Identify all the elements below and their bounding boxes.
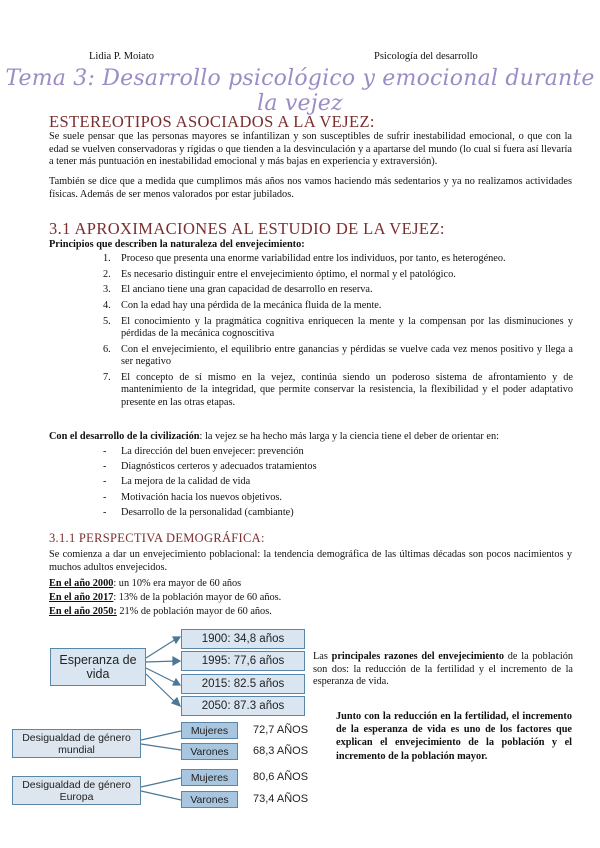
stat-label: En el año 2017 xyxy=(49,592,114,603)
side-paragraph-2: Junto con la reducción en la fertilidad, el incremento de la esperanza de vida es uno de los factores que explican el envejecimiento de la población y el incremento de la población mayor. xyxy=(336,711,572,762)
connector-line xyxy=(146,639,176,658)
dash-bullet: - xyxy=(103,446,107,457)
world-gender-box: Desigualdad de género mundial xyxy=(12,729,141,758)
year-box: 1995: 77,6 años xyxy=(181,651,305,671)
life-expectancy-box: Esperanza de vida xyxy=(50,648,146,686)
page-title: Tema 3: Desarrollo psicológico y emocional durante la vejez xyxy=(5,66,595,116)
demographic-intro: Se comienza a dar un envejecimiento poblacional: la tendencia demográfica de las últimas décadas son pocos nacimientos y muchos adultos envejecidos. xyxy=(49,549,572,573)
list-item-text: Motivación hacia los nuevos objetivos. xyxy=(121,491,283,503)
list-number: 6. xyxy=(103,343,111,355)
stat-text: : 13% de la población mayor de 60 años. xyxy=(113,592,282,603)
connector-line xyxy=(141,778,181,787)
list-item-text: Proceso que presenta una enorme variabilidad entre los individuos, por tanto, es heterogéneo. xyxy=(121,253,506,264)
list-item-text: Con el envejecimiento, el equilibrio entre ganancias y pérdidas se vuelve cada vez menos positivo y llega a ser negativo xyxy=(121,343,573,368)
list-number: 1. xyxy=(103,253,111,264)
stat-text: : un 10% era mayor de 60 años xyxy=(113,578,242,589)
stat-label: En el año 2050: xyxy=(49,606,117,617)
dash-bullet: - xyxy=(103,491,107,503)
world-women-value: 72,7 AÑOS xyxy=(253,724,309,736)
side-bold: principales razones del envejecimiento xyxy=(331,651,505,662)
year-box: 1900: 34,8 años xyxy=(181,629,305,649)
europe-women-value: 80,6 AÑOS xyxy=(253,771,309,783)
header-author: Lidia P. Moiato xyxy=(89,51,155,62)
connector-line xyxy=(141,744,181,750)
side-post: de la población son dos: la reducción de la fertilidad y el incremento de la esperanza de vida. xyxy=(313,651,573,688)
arrow-head xyxy=(173,637,180,643)
dash-bullet: - xyxy=(103,461,107,473)
world-women-box: Mujeres xyxy=(181,722,238,739)
section-heading-stereotypes: ESTEREOTIPOS ASOCIADOS A LA VEJEZ: xyxy=(49,112,375,131)
dash-bullet: - xyxy=(103,476,107,488)
stat-text: 21% de población mayor de 60 años. xyxy=(116,606,272,617)
arrow-head xyxy=(173,679,180,685)
stereotypes-paragraph-2: También se dice que a medida que cumplimos más años nos vamos haciendo más sedentarios y ya no realizamos actividades físicas. Además de ser menos valorados por estar jubilados. xyxy=(49,176,572,200)
europe-women-box: Mujeres xyxy=(181,769,238,786)
civilization-rest: : la vejez se ha hecho más larga y la ciencia tiene el deber de orientar en: xyxy=(199,431,499,442)
europe-men-box: Varones xyxy=(181,791,238,808)
arrow-head xyxy=(173,657,180,665)
list-number: 5. xyxy=(103,315,111,327)
side-paragraph-1 xyxy=(313,651,573,689)
stereotypes-paragraph-1: Se suele pensar que las personas mayores se infantilizan y son susceptibles de sufrir inestabilidad emocional, o que con la edad se vuelven conservadoras y rígidas o que tienden a la desvinculación y a apartarse del mundo (lo cual si fuera así llevaría a tener más puntuación en inestabilidad emocional y más bajas en experiencia y extraversión). xyxy=(49,131,572,168)
header-subject: Psicología del desarrollo xyxy=(374,51,478,62)
list-number: 2. xyxy=(103,268,111,280)
list-item-text: El conocimiento y la pragmática cognitiva enriquecen la mente y la compensan por las disminuciones y pérdidas de la mecánica cognoscitiva xyxy=(121,315,573,340)
stat-label: En el año 2000 xyxy=(49,578,114,589)
connector-line xyxy=(141,791,181,800)
list-item-text: Diagnósticos certeros y adecuados tratamientos xyxy=(121,461,317,473)
connector-line xyxy=(146,668,176,683)
list-item-text: El concepto de sí mismo en la vejez, continúa siendo un poderoso sistema de afrontamiento y de mantenimiento de la integridad, que permite conservar la resistencia, la flexibilidad y el poder adaptativo presente en las otras etapas. xyxy=(121,372,573,408)
civilization-bold: Con el desarrollo de la civilización xyxy=(49,431,200,442)
connector-line xyxy=(141,731,181,740)
list-item-text: Desarrollo de la personalidad (cambiante) xyxy=(121,506,294,518)
list-number: 3. xyxy=(103,284,111,296)
europe-men-value: 73,4 AÑOS xyxy=(253,793,309,805)
list-item-text: Es necesario distinguir entre el envejecimiento óptimo, el normal y el patológico. xyxy=(121,268,456,280)
world-men-box: Varones xyxy=(181,743,238,760)
list-item-text: Con la edad hay una pérdida de la mecánica fluida de la mente. xyxy=(121,300,382,312)
list-item-text: La mejora de la calidad de vida xyxy=(121,476,251,488)
arrow-head xyxy=(172,698,180,706)
side-pre: Las xyxy=(313,651,332,662)
year-box: 2050: 87.3 años xyxy=(181,696,305,716)
principles-title-text: Principios que describen la naturaleza del envejecimiento: xyxy=(49,239,305,250)
section-heading-demographic: 3.1.1 PERSPECTIVA DEMOGRÁFICA: xyxy=(49,531,265,545)
list-number: 7. xyxy=(103,372,111,384)
world-men-value: 68,3 AÑOS xyxy=(253,745,309,757)
section-heading-approaches: 3.1 APROXIMACIONES AL ESTUDIO DE LA VEJEZ: xyxy=(49,219,445,238)
list-item-text: El anciano tiene una gran capacidad de desarrollo en reserva. xyxy=(121,284,373,296)
connector-line xyxy=(146,661,176,662)
list-item-text: La dirección del buen envejecer: prevención xyxy=(121,446,304,457)
year-box: 2015: 82.5 años xyxy=(181,674,305,694)
europe-gender-box: Desigualdad de género Europa xyxy=(12,776,141,805)
dash-bullet: - xyxy=(103,506,107,518)
connector-line xyxy=(146,674,176,703)
list-number: 4. xyxy=(103,300,111,312)
